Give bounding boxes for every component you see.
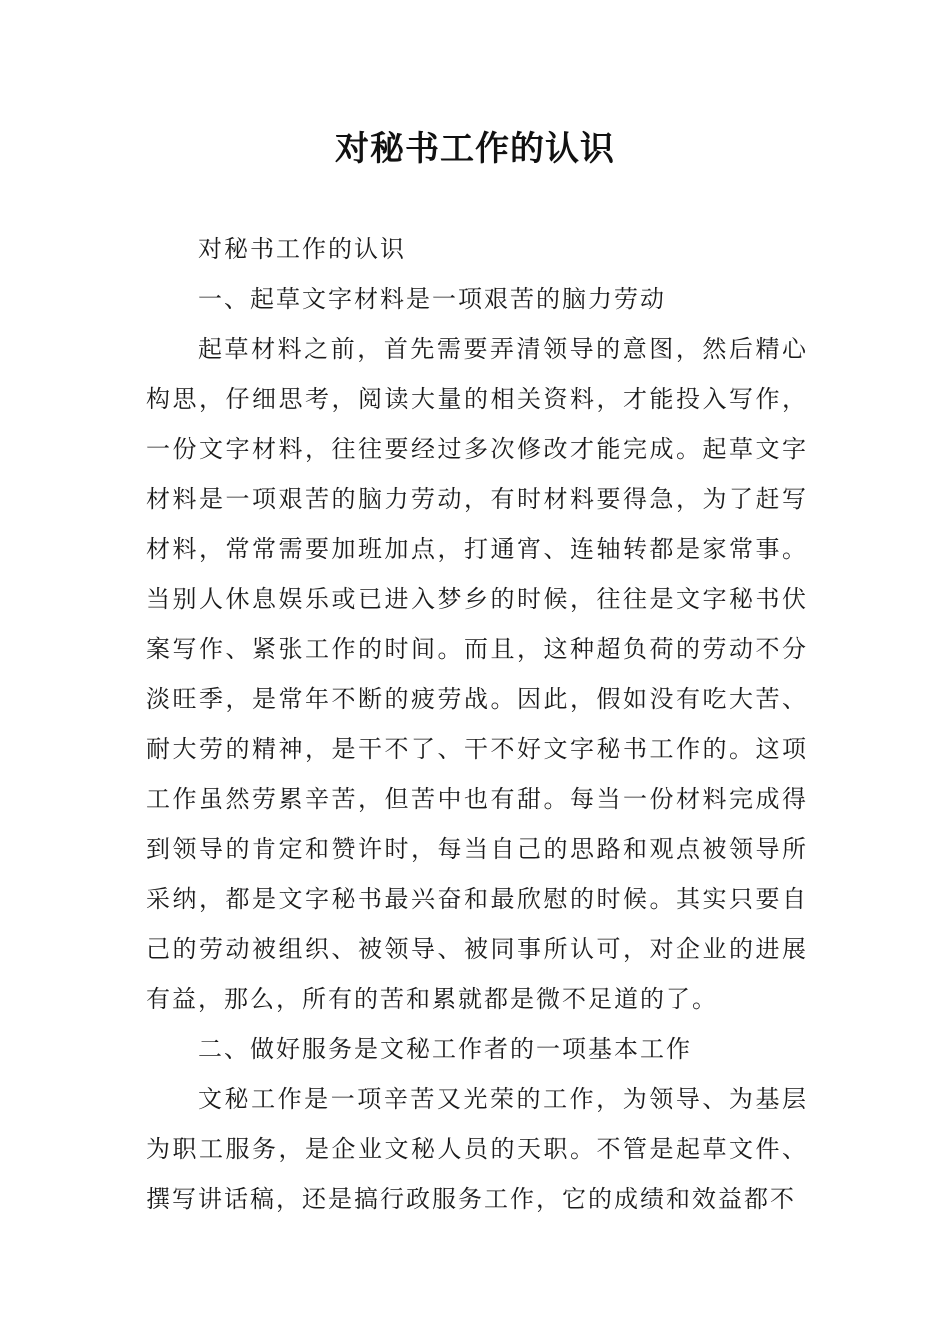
document-body (146, 224, 808, 1224)
document-title: 对秘书工作的认识 (335, 129, 615, 169)
paragraph-section-2: 文秘工作是一项辛苦又光荣的工作，为领导、为基层为职工服务，是企业文秘人员的天职。不管是起草文件、撰写讲话稿，还是搞行政服务工作，它的成绩和效益都不 (146, 1085, 808, 1213)
section-heading-1: 一、起草文字材料是一项艰苦的脑力劳动 (198, 285, 666, 313)
section-heading-2: 二、做好服务是文秘工作者的一项基本工作 (198, 1035, 692, 1063)
paragraph-subtitle: 对秘书工作的认识 (198, 235, 406, 263)
paragraph-section-1: 起草材料之前，首先需要弄清领导的意图，然后精心构思，仔细思考，阅读大量的相关资料，才能投入写作，一份文字材料，往往要经过多次修改才能完成。起草文字材料是一项艰苦的脑力劳动，有时材料要得急，为了赶写材料，常常需要加班加点，打通宵、连轴转都是家常事。当别人休息娱乐或已进入梦乡的时候，往往是文字秘书伏案写作、紧张工作的时间。而且，这种超负荷的劳动不分淡旺季，是常年不断的疲劳战。因此，假如没有吃大苦、耐大劳的精神，是干不了、干不好文字秘书工作的。这项工作虽然劳累辛苦，但苦中也有甜。每当一份材料完成得到领导的肯定和赞许时，每当自己的思路和观点被领导所采纳，都是文字秘书最兴奋和最欣慰的时候。其实只要自己的劳动被组织、被领导、被同事所认可，对企业的进展有益，那么，所有的苦和累就都是微不足道的了。 (146, 335, 808, 1013)
